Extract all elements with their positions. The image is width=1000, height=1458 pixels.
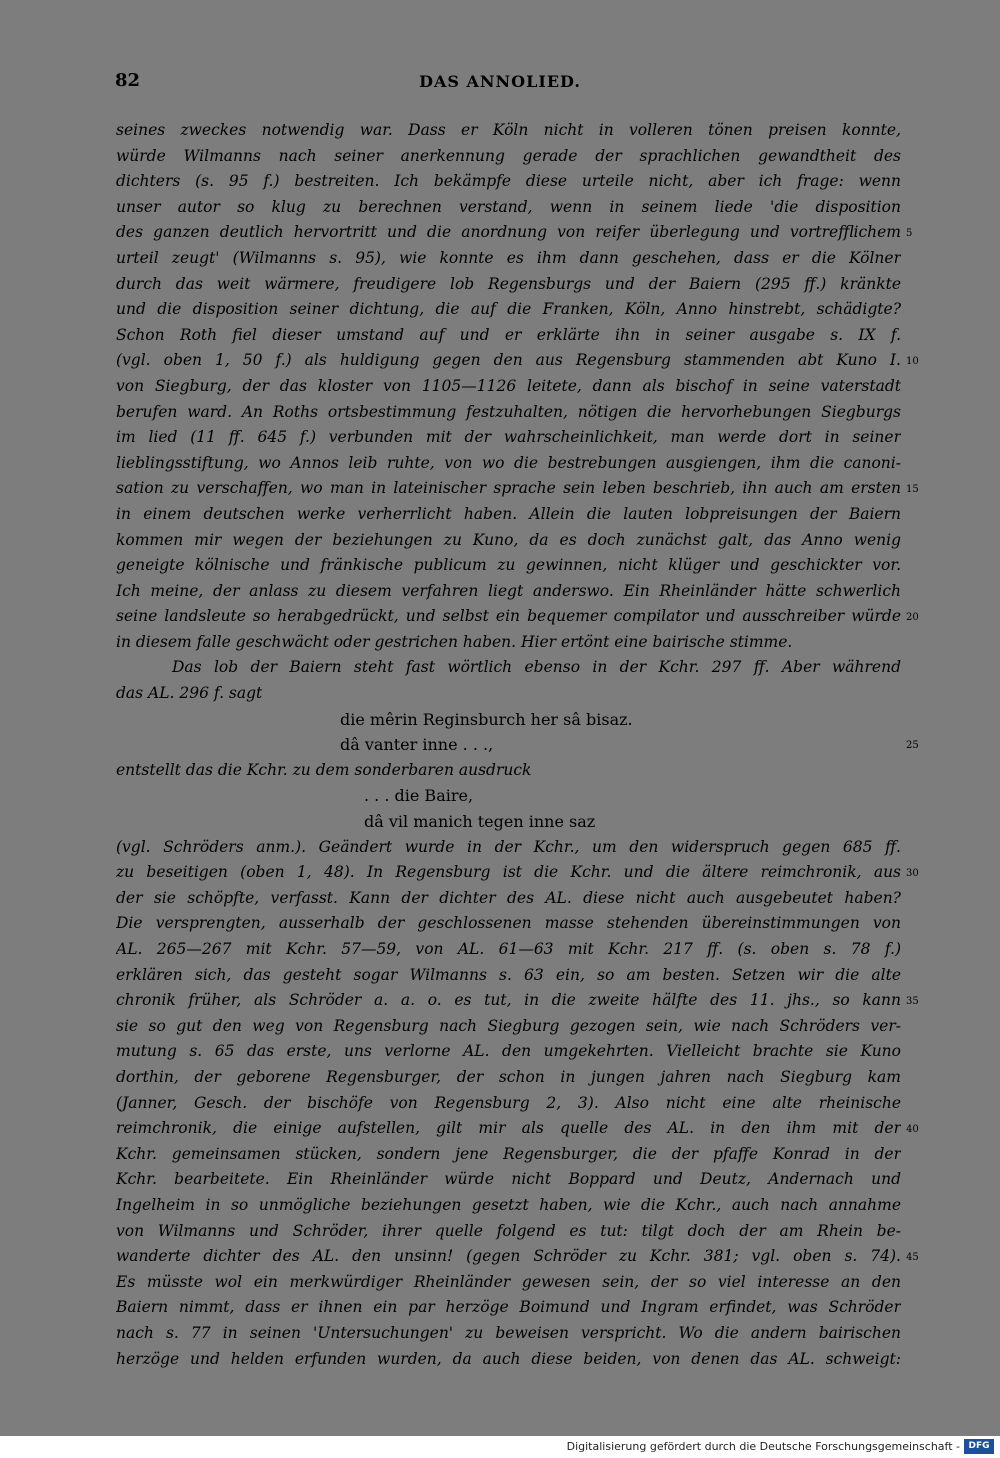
text-line: unser autor so klug zu berechnen verstand, wenn in seinem liede 'die disposition: [116, 197, 901, 216]
text-line: von Siegburg, der das kloster von 1105—1126 leitete, dann als bischof in seine vaterstadt: [116, 376, 901, 395]
text-line: sation zu verschaffen, wo man in lateinischer sprache sein leben beschrieb, ihn auch am ersten: [116, 479, 901, 498]
text-line: wanderte dichter des AL. den unsinn! (gegen Schröder zu Kchr. 381; vgl. oben s. 74).: [116, 1247, 901, 1266]
text-line: chronik früher, als Schröder a. a. o. es tut, in die zweite hälfte des 11. jhs., so kann: [116, 991, 901, 1010]
text-line: und die disposition seiner dichtung, die auf die Franken, Köln, Anno hinstrebt, schädigte?: [116, 300, 901, 319]
line-number: 40: [906, 1124, 919, 1135]
text-line: von Wilmanns und Schröder, ihrer quelle folgend es tut: tilgt doch der am Rhein be-: [116, 1221, 901, 1240]
text-line: Ich meine, der anlass zu diesem verfahren liegt anderswo. Ein Rheinländer hätte schwerlich: [116, 581, 901, 600]
text-line: nach s. 77 in seinen 'Untersuchungen' zu beweisen verspricht. Wo die andern bairischen: [116, 1323, 901, 1342]
line-number: 45: [906, 1252, 919, 1263]
paragraph-start-line: Das lob der Baiern steht fast wörtlich ebenso in der Kchr. 297 ff. Aber während: [172, 658, 901, 677]
text-line: würde Wilmanns nach seiner anerkennung gerade der sprachlichen gewandtheit des: [116, 146, 901, 165]
text-line: urteil zeugt' (Wilmanns s. 95), wie konnte es ihm dann geschehen, dass er die Kölner: [116, 248, 901, 267]
line-number: 35: [906, 996, 919, 1007]
text-line: AL. 265—267 mit Kchr. 57—59, von AL. 61—63 mit Kchr. 217 ff. (s. oben s. 78 f.): [116, 940, 901, 958]
text-line: lieblingsstiftung, wo Annos leib ruhte, von wo die bestrebungen ausgiengen, ihm die canoni-: [116, 453, 901, 472]
running-head: DAS ANNOLIED.: [419, 72, 581, 91]
text-line: herzöge und helden erfunden wurden, da auch diese beiden, von denen das AL. schweigt:: [116, 1349, 901, 1368]
text-line: der sie schöpfte, verfasst. Kann der dichter des AL. diese nicht auch ausgebeutet haben?: [116, 888, 901, 907]
verse-quote-line: die mêrin Reginsburch her sâ bisaz.: [340, 709, 633, 729]
text-line: geneigte kölnische und fränkische publicum zu gewinnen, nicht klüger und geschickter vor.: [116, 556, 901, 575]
text-line: Schon Roth fiel dieser umstand auf und er erklärte ihn in seiner ausgabe s. IX f.: [116, 325, 901, 344]
text-line: seine landsleute so herabgedrückt, und selbst ein bequemer compilator und ausschreiber würde: [116, 607, 901, 626]
text-line: in diesem falle geschwächt oder gestrichen haben. Hier ertönt eine bairische stimme.: [116, 632, 793, 651]
line-number: 10: [906, 356, 919, 367]
text-line: kommen mir wegen der beziehungen zu Kuno, da es doch zunächst galt, das Anno wenig: [116, 530, 901, 549]
text-line: mutung s. 65 das erste, uns verlorne AL. den umgekehrten. Vielleicht brachte sie Kuno: [116, 1042, 901, 1061]
text-line: in einem deutschen werke verherrlicht haben. Allein die lauten lobpreisungen der Baiern: [116, 504, 901, 523]
line-number: 25: [906, 740, 919, 751]
text-line: erklären sich, das gesteht sogar Wilmanns s. 63 ein, so am besten. Setzen wir die alte: [116, 965, 901, 984]
text-line: Ingelheim in so unmögliche beziehungen gesetzt haben, wie die Kchr., auch nach annahme: [116, 1195, 901, 1214]
funding-note: Digitalisierung gefördert durch die Deutsche Forschungsgemeinschaft -: [566, 1440, 960, 1453]
text-line: Baiern nimmt, dass er ihnen ein par herzöge Boimund und Ingram erfindet, was Schröder: [116, 1298, 901, 1317]
text-line: dichters (s. 95 f.) bestreiten. Ich bekämpfe diese urteile nicht, aber ich frage: wenn: [116, 172, 901, 191]
text-line: [116, 1372, 901, 1398]
footer-bar: [0, 1436, 1000, 1458]
text-line: (Janner, Gesch. der bischöfe von Regensburg 2, 3). Also nicht eine alte rheinische: [116, 1093, 901, 1112]
line-number: 20: [906, 612, 919, 623]
text-line: das AL. 296 f. sagt: [116, 684, 263, 703]
line-number: 5: [906, 228, 913, 239]
text-line: (vgl. Schröders anm.). Geändert wurde in der Kchr., um den widerspruch gegen 685 ff.: [116, 837, 901, 856]
verse-quote-line: . . . die Baire,: [364, 786, 474, 806]
text-line: Kchr. bearbeitete. Ein Rheinländer würde nicht Boppard und Deutz, Andernach und: [116, 1170, 901, 1189]
line-number: 15: [906, 484, 919, 495]
text-line: dorthin, der geborene Regensburger, der schon in jungen jahren nach Siegburg kam: [116, 1067, 901, 1086]
line-number: 30: [906, 868, 919, 879]
text-line: Es müsste wol ein merkwürdiger Rheinländer gewesen sein, der so viel interesse an den: [116, 1272, 901, 1291]
verse-quote-line: dâ vanter inne . . .,: [340, 735, 494, 755]
text-line: Kchr. gemeinsamen stücken, sondern jene Regensburger, die der pfaffe Konrad in der: [116, 1144, 901, 1163]
text-line: entstellt das die Kchr. zu dem sonderbaren ausdruck: [116, 760, 532, 779]
text-line: (vgl. oben 1, 50 f.) als huldigung gegen den aus Regensburg stammenden abt Kuno I.: [116, 351, 901, 370]
dfg-logo: DFG: [964, 1439, 994, 1454]
text-line: im lied (11 ff. 645 f.) verbunden mit der wahrscheinlichkeit, man werde dort in seiner: [116, 428, 901, 447]
text-line: zu beseitigen (oben 1, 48). In Regensburg ist die Kchr. und die ältere reimchronik, aus: [116, 863, 901, 882]
page-number: 82: [115, 70, 141, 91]
text-line: Die versprengten, ausserhalb der geschlossenen masse stehenden übereinstimmungen von: [116, 914, 901, 933]
text-line: durch das weit wärmere, freudigere lob Regensburgs und der Baiern (295 ff.) kränkte: [116, 274, 901, 293]
text-line: seines zweckes notwendig war. Dass er Köln nicht in volleren tönen preisen konnte,: [116, 121, 901, 139]
verse-quote-line: dâ vil manich tegen inne saz: [364, 812, 596, 832]
text-line: sie so gut den weg von Regensburg nach Siegburg gezogen sein, wie nach Schröders ver-: [116, 1016, 901, 1035]
text-line: des ganzen deutlich hervortritt und die anordnung von reifer überlegung und vortrefflichem: [116, 223, 901, 242]
text-line: berufen ward. An Roths ortsbestimmung festzuhalten, nötigen die hervorhebungen Siegburgs: [116, 402, 901, 421]
text-line: reimchronik, die einige aufstellen, gilt mir als quelle des AL. in den ihm mit der: [116, 1119, 901, 1138]
body-text: [116, 118, 901, 1398]
